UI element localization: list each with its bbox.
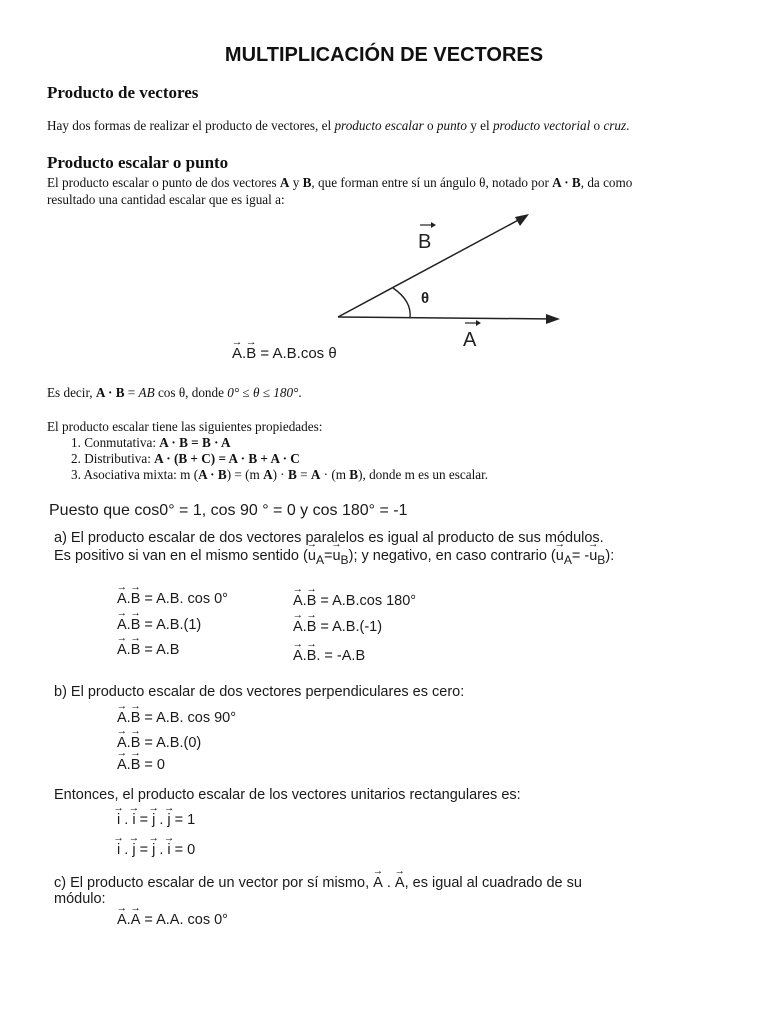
unit-vector-j: → j xyxy=(152,842,155,858)
eq-antiparallel-1: → A.→ B = A.B.cos 180° xyxy=(293,593,416,609)
vector-A-arrowhead xyxy=(546,314,560,324)
text: = A.B. cos 90° xyxy=(140,710,237,726)
text: = 0 xyxy=(170,842,196,858)
text: 3. Asociativa mixta: m ( xyxy=(71,467,199,482)
text: . xyxy=(120,842,133,858)
vector-B: → B xyxy=(131,591,141,607)
paragraph-es-decir xyxy=(47,384,302,401)
unit-vector-u: → u xyxy=(589,548,597,564)
paragraph-definition-line1 xyxy=(47,174,632,191)
vector-A: → A xyxy=(395,875,405,891)
text: . xyxy=(155,842,168,858)
vector-A: → A xyxy=(117,735,127,751)
text: · (m xyxy=(320,467,350,482)
properties-intro: El producto escalar tiene las siguientes propiedades: xyxy=(47,419,323,434)
text: Hay dos formas de realizar el producto de vectores, el xyxy=(47,118,335,133)
bold-expr: A · B = B · A xyxy=(159,435,231,450)
em-cruz: cruz xyxy=(603,118,627,133)
text: Es positivo si van en el mismo sentido ( xyxy=(54,548,308,564)
bold: B xyxy=(349,467,359,482)
unit-vector-u: → u xyxy=(308,548,316,564)
em-angle-range: 0° ≤ θ ≤ 180° xyxy=(227,385,299,400)
unit-vector-i: → i xyxy=(167,842,170,858)
vector-B: → B xyxy=(131,642,141,658)
subscript: B xyxy=(340,552,349,567)
text: c) El producto escalar de un vector por sí mismo, xyxy=(54,875,374,891)
case-a-line1: a) El producto escalar de dos vectores paralelos es igual al producto de sus módulos. xyxy=(54,530,604,546)
text: . xyxy=(120,812,133,828)
text: = A.B.(0) xyxy=(140,735,202,751)
text: = A.B.(-1) xyxy=(316,619,383,635)
eq-antiparallel-3: → A.→ B. = -A.B xyxy=(293,648,365,664)
text: = xyxy=(135,842,153,858)
bold: A xyxy=(310,467,321,482)
text: , da como xyxy=(580,175,633,190)
property-asociativa xyxy=(71,466,488,483)
text: = xyxy=(324,548,333,564)
vector-B: → B xyxy=(131,710,141,726)
text: ) · xyxy=(272,467,288,482)
vector-A-line xyxy=(338,317,556,319)
text: . xyxy=(155,812,168,828)
case-b-line: b) El producto escalar de dos vectores perpendiculares es cero: xyxy=(54,684,465,700)
text: ) = (m xyxy=(226,467,264,482)
subscript: B xyxy=(597,552,606,567)
text: y xyxy=(289,175,303,190)
text: = xyxy=(135,812,153,828)
vector-A: → A xyxy=(232,345,242,362)
text: . xyxy=(242,345,247,362)
vector-A: → A xyxy=(117,710,127,726)
bold-A: A xyxy=(279,175,290,190)
text: . xyxy=(298,385,302,400)
eq-parallel-2: → A.→ B = A.B.(1) xyxy=(117,617,201,633)
bold: A xyxy=(263,467,273,482)
subscript: A xyxy=(563,552,572,567)
text: = A.A. cos 0° xyxy=(140,912,228,928)
text: . xyxy=(626,118,630,133)
vector-B: → B xyxy=(307,593,317,609)
text: 1. Conmutativa: xyxy=(71,435,160,450)
unit-vector-u: → u xyxy=(556,548,564,564)
vector-A: → A xyxy=(117,617,127,633)
property-conmutativa xyxy=(71,434,231,451)
unit-vector-i: → i xyxy=(132,812,135,828)
text: o xyxy=(423,118,437,133)
unit-vector-i: → i xyxy=(117,842,120,858)
em-producto-vectorial: producto vectorial xyxy=(492,118,591,133)
text: = 0 xyxy=(140,757,165,773)
text: y el xyxy=(466,118,493,133)
puesto-que-line: Puesto que cos0° = 1, cos 90 ° = 0 y cos 180° = -1 xyxy=(49,502,408,519)
formula-dot-product xyxy=(232,345,337,362)
text: . xyxy=(382,875,395,891)
em-punto: punto xyxy=(436,118,467,133)
text: ), donde m es un escalar. xyxy=(358,467,489,482)
vector-A: → A xyxy=(293,619,303,635)
vector-B-arrowhead xyxy=(515,214,529,226)
text: = A.B.cos 180° xyxy=(316,593,417,609)
unit-vector-j: → j xyxy=(132,842,135,858)
text: . xyxy=(126,912,131,928)
eq-unit-vectors-1 xyxy=(117,812,195,828)
page-title: MULTIPLICACIÓN DE VECTORES xyxy=(224,44,544,66)
theta-label: θ xyxy=(421,290,430,307)
vector-A: → A xyxy=(117,912,127,928)
subscript: A xyxy=(315,552,324,567)
text: , es igual al cuadrado de su xyxy=(404,875,582,891)
vector-B: → B xyxy=(131,757,141,773)
bold: A · B xyxy=(198,467,227,482)
text: ): xyxy=(605,548,615,564)
vector-B-label-arrowhead xyxy=(431,222,436,228)
unit-vector-i: → i xyxy=(117,812,120,828)
text: El producto escalar o punto de dos vectores xyxy=(47,175,280,190)
vector-A: → A xyxy=(293,648,303,664)
vector-A: → A xyxy=(373,875,383,891)
text: , que forman entre sí un ángulo θ, notado por xyxy=(311,175,553,190)
bold-B: B xyxy=(302,175,312,190)
heading-producto-escalar: Producto escalar o punto xyxy=(47,153,229,172)
vector-A: → A xyxy=(131,912,141,928)
text: Es decir, xyxy=(47,385,96,400)
vector-angle-diagram xyxy=(320,205,570,350)
text: = xyxy=(124,385,139,400)
bold-A-dot-B: A · B xyxy=(95,385,125,400)
vector-B: → B xyxy=(307,648,317,664)
vector-A: → A xyxy=(117,591,127,607)
text: = 1 xyxy=(170,812,196,828)
eq-perpendicular-2: → A.→ B = A.B.(0) xyxy=(117,735,201,751)
text: = - xyxy=(571,548,590,564)
paragraph-intro xyxy=(47,117,629,134)
text: 2. Distributiva: xyxy=(71,451,155,466)
text: = A.B.(1) xyxy=(140,617,202,633)
heading-producto-de-vectores: Producto de vectores xyxy=(47,83,199,102)
text: ); y negativo, en caso contrario ( xyxy=(348,548,556,564)
eq-unit-vectors-2 xyxy=(117,842,195,858)
eq-parallel-1: → A.→ B = A.B. cos 0° xyxy=(117,591,228,607)
angle-arc xyxy=(393,288,410,318)
em-producto-escalar: producto escalar xyxy=(334,118,424,133)
unit-vector-j: → j xyxy=(152,812,155,828)
bold-expr: A · (B + C) = A · B + A · C xyxy=(154,451,300,466)
vector-B: → B xyxy=(307,619,317,635)
text: = A.B. cos 0° xyxy=(140,591,228,607)
text: = A.B xyxy=(140,642,180,658)
case-c-line2: módulo: xyxy=(54,891,106,907)
unit-vector-u: → u xyxy=(332,548,340,564)
vector-A-label-arrowhead xyxy=(476,320,481,326)
eq-parallel-3: → A.→ B = A.B xyxy=(117,642,179,658)
entonces-line: Entonces, el producto escalar de los vectores unitarios rectangulares es: xyxy=(54,787,521,803)
vector-A-label: A xyxy=(463,329,477,350)
paragraph-definition-line2: resultado una cantidad escalar que es igual a: xyxy=(47,192,285,207)
vector-B: → B xyxy=(246,345,256,362)
eq-antiparallel-2: → A.→ B = A.B.(-1) xyxy=(293,619,382,635)
vector-B-label: B xyxy=(418,231,432,253)
vector-B: → B xyxy=(131,617,141,633)
bold: B xyxy=(287,467,297,482)
vector-A: → A xyxy=(117,757,127,773)
text: = xyxy=(296,467,311,482)
eq-perpendicular-1: → A.→ B = A.B. cos 90° xyxy=(117,710,236,726)
vector-A: → A xyxy=(117,642,127,658)
case-a-line2 xyxy=(54,548,614,567)
bold-A-dot-B: A · B xyxy=(552,175,581,190)
eq-self-product xyxy=(117,912,228,928)
em-AB: AB xyxy=(138,385,155,400)
property-distributiva xyxy=(71,450,300,467)
text: cos θ, donde xyxy=(154,385,228,400)
vector-A: → A xyxy=(293,593,303,609)
vector-B: → B xyxy=(131,735,141,751)
text: = A.B.cos θ xyxy=(256,345,337,362)
text: . = -A.B xyxy=(316,648,366,664)
unit-vector-j: → j xyxy=(167,812,170,828)
text: o xyxy=(590,118,604,133)
case-c-line1 xyxy=(54,875,582,891)
eq-perpendicular-3: → A.→ B = 0 xyxy=(117,757,165,773)
